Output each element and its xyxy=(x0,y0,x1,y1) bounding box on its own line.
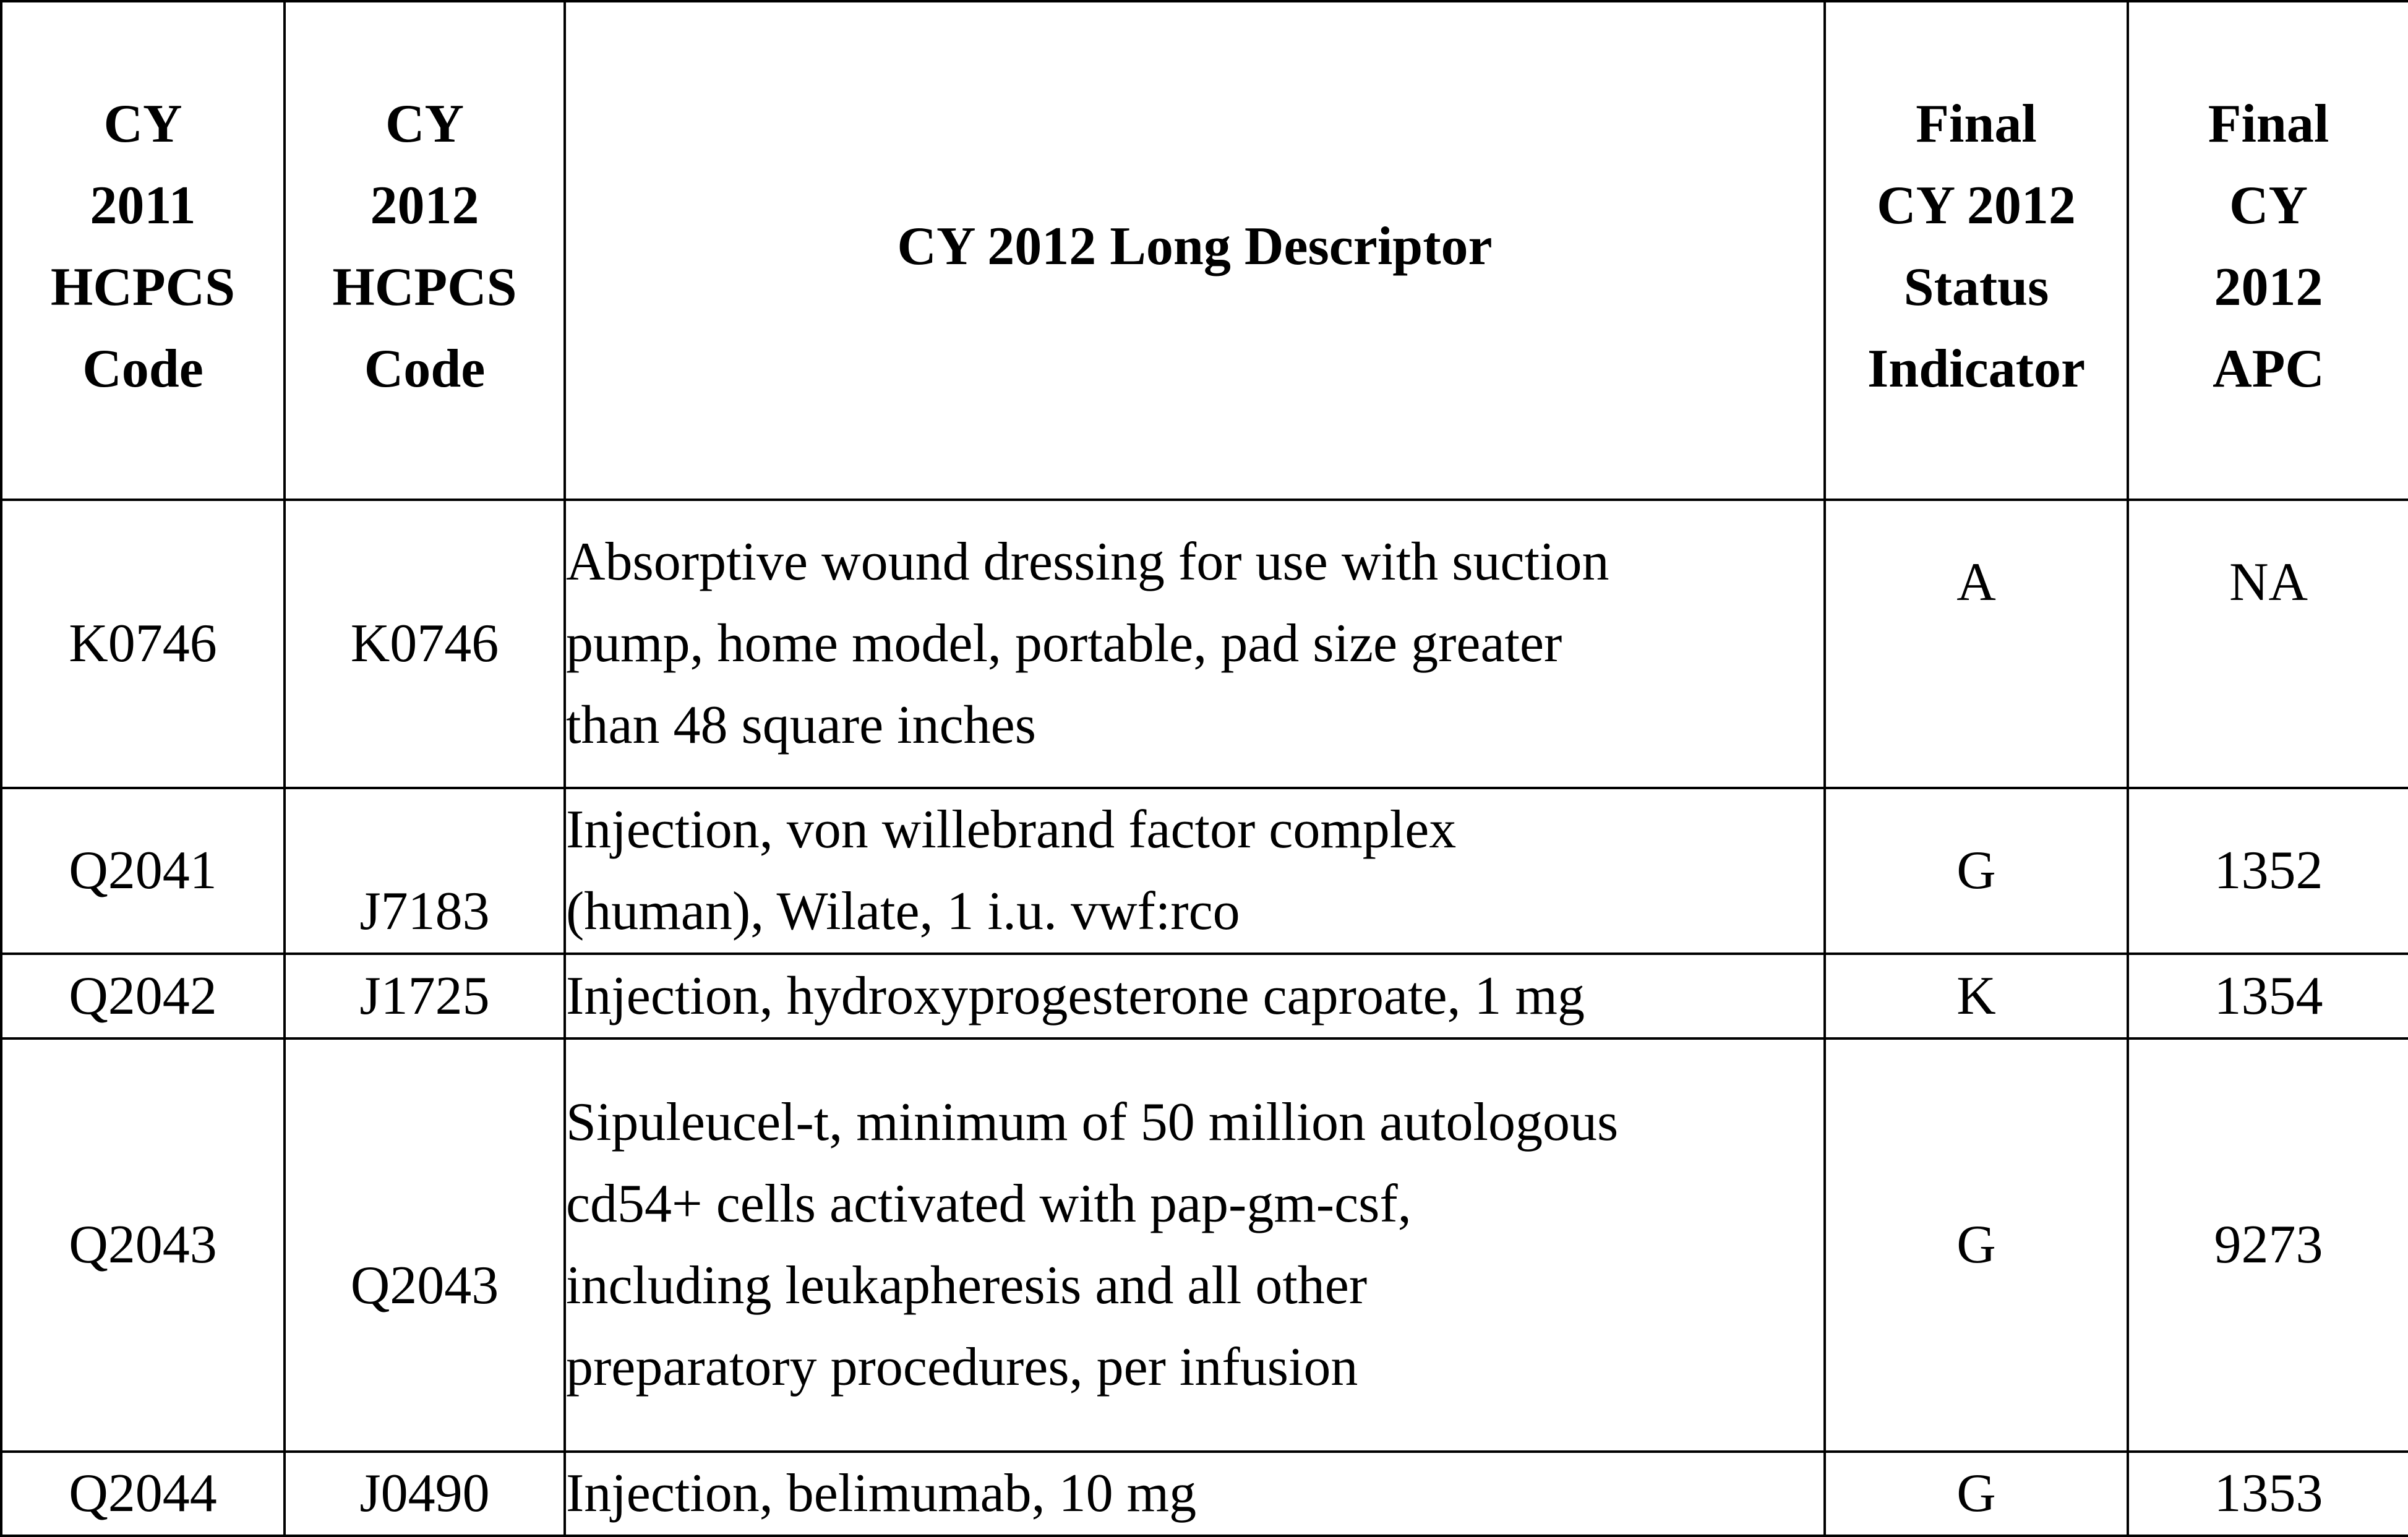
table-row xyxy=(1,1452,2408,1536)
descriptor-line: (human), Wilate, 1 i.u. vwf:rco xyxy=(566,881,1240,941)
status-indicator-cell: G xyxy=(1825,788,2128,954)
apc-cell: NA xyxy=(2128,500,2408,788)
descriptor-line: Injection, belimumab, 10 mg xyxy=(566,1463,1197,1523)
descriptor-line: including leukapheresis and all other xyxy=(566,1256,1368,1316)
long-descriptor-cell xyxy=(565,954,1825,1038)
apc-cell: 1353 xyxy=(2128,1452,2408,1536)
table-row xyxy=(1,954,2408,1038)
long-descriptor-cell xyxy=(565,788,1825,954)
descriptor-line: cd54+ cells activated with pap-gm-csf, xyxy=(566,1174,1412,1234)
apc-cell: 1352 xyxy=(2128,788,2408,954)
descriptor-line: Absorptive wound dressing for use with suction xyxy=(566,532,1609,592)
cy2011-code-cell: K0746 xyxy=(1,500,285,788)
table-row xyxy=(1,1038,2408,1452)
long-descriptor-cell xyxy=(565,500,1825,788)
status-indicator-cell: K xyxy=(1825,954,2128,1038)
descriptor-line: pump, home model, portable, pad size greater xyxy=(566,614,1562,674)
status-indicator-cell: G xyxy=(1825,1038,2128,1452)
header-cy2012-hcpcs-code: CY 2012 HCPCS Code xyxy=(285,1,565,500)
cy2012-code-cell: J1725 xyxy=(285,954,565,1038)
descriptor-line: preparatory procedures, per infusion xyxy=(566,1337,1358,1397)
cy2011-code-cell: Q2044 xyxy=(1,1452,285,1536)
table-row xyxy=(1,500,2408,788)
cy2011-code-cell: Q2042 xyxy=(1,954,285,1038)
cy2012-code-cell: Q2043 xyxy=(285,1038,565,1452)
descriptor-line: Sipuleucel-t, minimum of 50 million autologous xyxy=(566,1092,1619,1152)
long-descriptor-cell xyxy=(565,1038,1825,1452)
apc-cell: 9273 xyxy=(2128,1038,2408,1452)
cy2012-code-cell: J7183 xyxy=(285,788,565,954)
header-final-apc: Final CY 2012 APC xyxy=(2128,1,2408,500)
long-descriptor-cell xyxy=(565,1452,1825,1536)
cy2011-code-cell: Q2041 xyxy=(1,788,285,954)
header-long-descriptor: CY 2012 Long Descriptor xyxy=(565,1,1825,500)
cy2012-code-cell: J0490 xyxy=(285,1452,565,1536)
header-row xyxy=(1,1,2408,500)
descriptor-line: Injection, hydroxyprogesterone caproate, 1 mg xyxy=(566,965,1585,1026)
apc-cell: 1354 xyxy=(2128,954,2408,1038)
table-row xyxy=(1,788,2408,954)
header-status-indicator: Final CY 2012 Status Indicator xyxy=(1825,1,2128,500)
status-indicator-cell: G xyxy=(1825,1452,2128,1536)
descriptor-line: than 48 square inches xyxy=(566,695,1036,755)
status-indicator-cell: A xyxy=(1825,500,2128,788)
cy2012-code-cell: K0746 xyxy=(285,500,565,788)
header-cy2011-hcpcs-code: CY 2011 HCPCS Code xyxy=(1,1,285,500)
cy2011-code-cell: Q2043 xyxy=(1,1038,285,1452)
descriptor-line: Injection, von willebrand factor complex xyxy=(566,800,1457,860)
